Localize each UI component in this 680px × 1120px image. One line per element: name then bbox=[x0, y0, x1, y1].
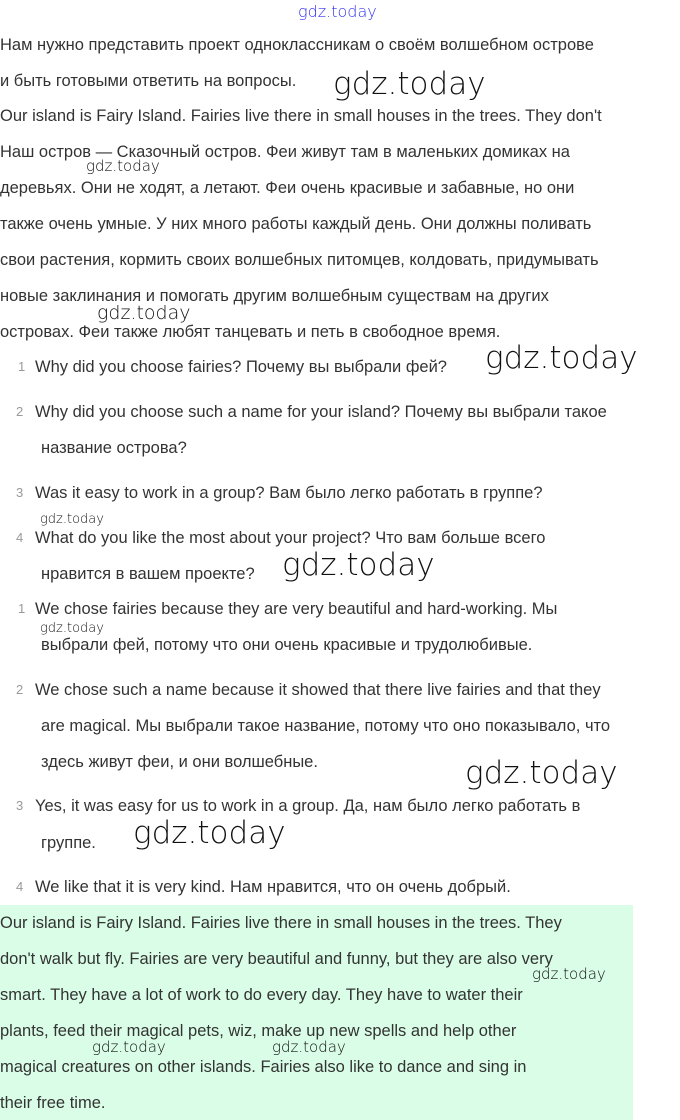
header-watermark: gdz.today bbox=[298, 2, 377, 21]
watermark: gdz.today bbox=[465, 755, 618, 791]
answer-box bbox=[0, 905, 633, 1120]
answer-text: Yes, it was easy for us to work in a group. Да, нам было легко работать в bbox=[35, 797, 581, 815]
russian-text-line: Наш остров — Сказочный остров. Феи живут там в маленьких домиках на bbox=[0, 143, 570, 161]
russian-text-line: деревьях. Они не ходят, а летают. Феи очень красивые и забавные, но они bbox=[0, 179, 575, 197]
answer-number: 1 bbox=[18, 601, 26, 616]
watermark: gdz.today bbox=[333, 66, 486, 102]
intro-line: Нам нужно представить проект одноклассникам о своём волшебном острове bbox=[0, 36, 594, 54]
russian-text-line: также очень умные. У них много работы каждый день. Они должны поливать bbox=[0, 215, 592, 233]
answer-text: выбрали фей, потому что они очень красивые и трудолюбивые. bbox=[41, 636, 533, 654]
watermark: gdz.today bbox=[86, 157, 160, 175]
answer-box-line: don't walk but fly. Fairies are very beautiful and funny, but they are also very bbox=[0, 950, 553, 968]
answer-box-line: their free time. bbox=[0, 1094, 106, 1112]
answer-number: 3 bbox=[16, 798, 24, 813]
russian-text-line: новые заклинания и помогать другим волшебным существам на других bbox=[0, 287, 549, 305]
intro-line: и быть готовыми ответить на вопросы. bbox=[0, 72, 297, 90]
watermark: gdz.today bbox=[485, 340, 638, 376]
question-number: 2 bbox=[16, 404, 24, 419]
answer-number: 2 bbox=[16, 682, 24, 697]
answer-number: 4 bbox=[16, 879, 24, 894]
answer-box-line: smart. They have a lot of work to do every day. They have to water their bbox=[0, 986, 523, 1004]
question-number: 4 bbox=[16, 530, 24, 545]
question-text: Was it easy to work in a group? Вам было легко работать в группе? bbox=[35, 484, 543, 502]
answer-box-line: plants, feed their magical pets, wiz, make up new spells and help other bbox=[0, 1022, 517, 1040]
watermark: gdz.today bbox=[272, 1038, 346, 1056]
watermark: gdz.today bbox=[97, 302, 191, 324]
watermark: gdz.today bbox=[40, 621, 104, 636]
question-number: 1 bbox=[18, 359, 26, 374]
russian-text-line: островах. Феи также любят танцевать и петь в свободное время. bbox=[0, 323, 501, 341]
question-text: название острова? bbox=[41, 439, 187, 457]
answer-text: здесь живут феи, и они волшебные. bbox=[41, 753, 318, 771]
question-text: What do you like the most about your project? Что вам больше всего bbox=[35, 529, 546, 547]
russian-text-line: свои растения, кормить своих волшебных питомцев, колдовать, придумывать bbox=[0, 251, 599, 269]
watermark: gdz.today bbox=[282, 547, 435, 583]
watermark: gdz.today bbox=[532, 965, 606, 983]
answer-text: are magical. Мы выбрали такое название, потому что оно показывало, что bbox=[41, 717, 611, 735]
answer-text: We chose fairies because they are very beautiful and hard-working. Мы bbox=[35, 600, 558, 618]
question-text: Why did you choose fairies? Почему вы выбрали фей? bbox=[35, 358, 447, 376]
question-text: нравится в вашем проекте? bbox=[41, 565, 255, 583]
english-text-line: Our island is Fairy Island. Fairies live there in small houses in the trees. They don't bbox=[0, 107, 602, 125]
answer-box-line: Our island is Fairy Island. Fairies live there in small houses in the trees. They bbox=[0, 914, 562, 932]
question-number: 3 bbox=[16, 485, 24, 500]
watermark: gdz.today bbox=[40, 512, 104, 527]
watermark: gdz.today bbox=[92, 1038, 166, 1056]
answer-text: We chose such a name because it showed that there live fairies and that they bbox=[35, 681, 601, 699]
question-text: Why did you choose such a name for your island? Почему вы выбрали такое bbox=[35, 403, 607, 421]
answer-text: We like that it is very kind. Нам нравится, что он очень добрый. bbox=[35, 878, 511, 896]
answer-text: группе. bbox=[41, 834, 96, 852]
watermark: gdz.today bbox=[133, 815, 286, 851]
answer-box-line: magical creatures on other islands. Fairies also like to dance and sing in bbox=[0, 1058, 527, 1076]
